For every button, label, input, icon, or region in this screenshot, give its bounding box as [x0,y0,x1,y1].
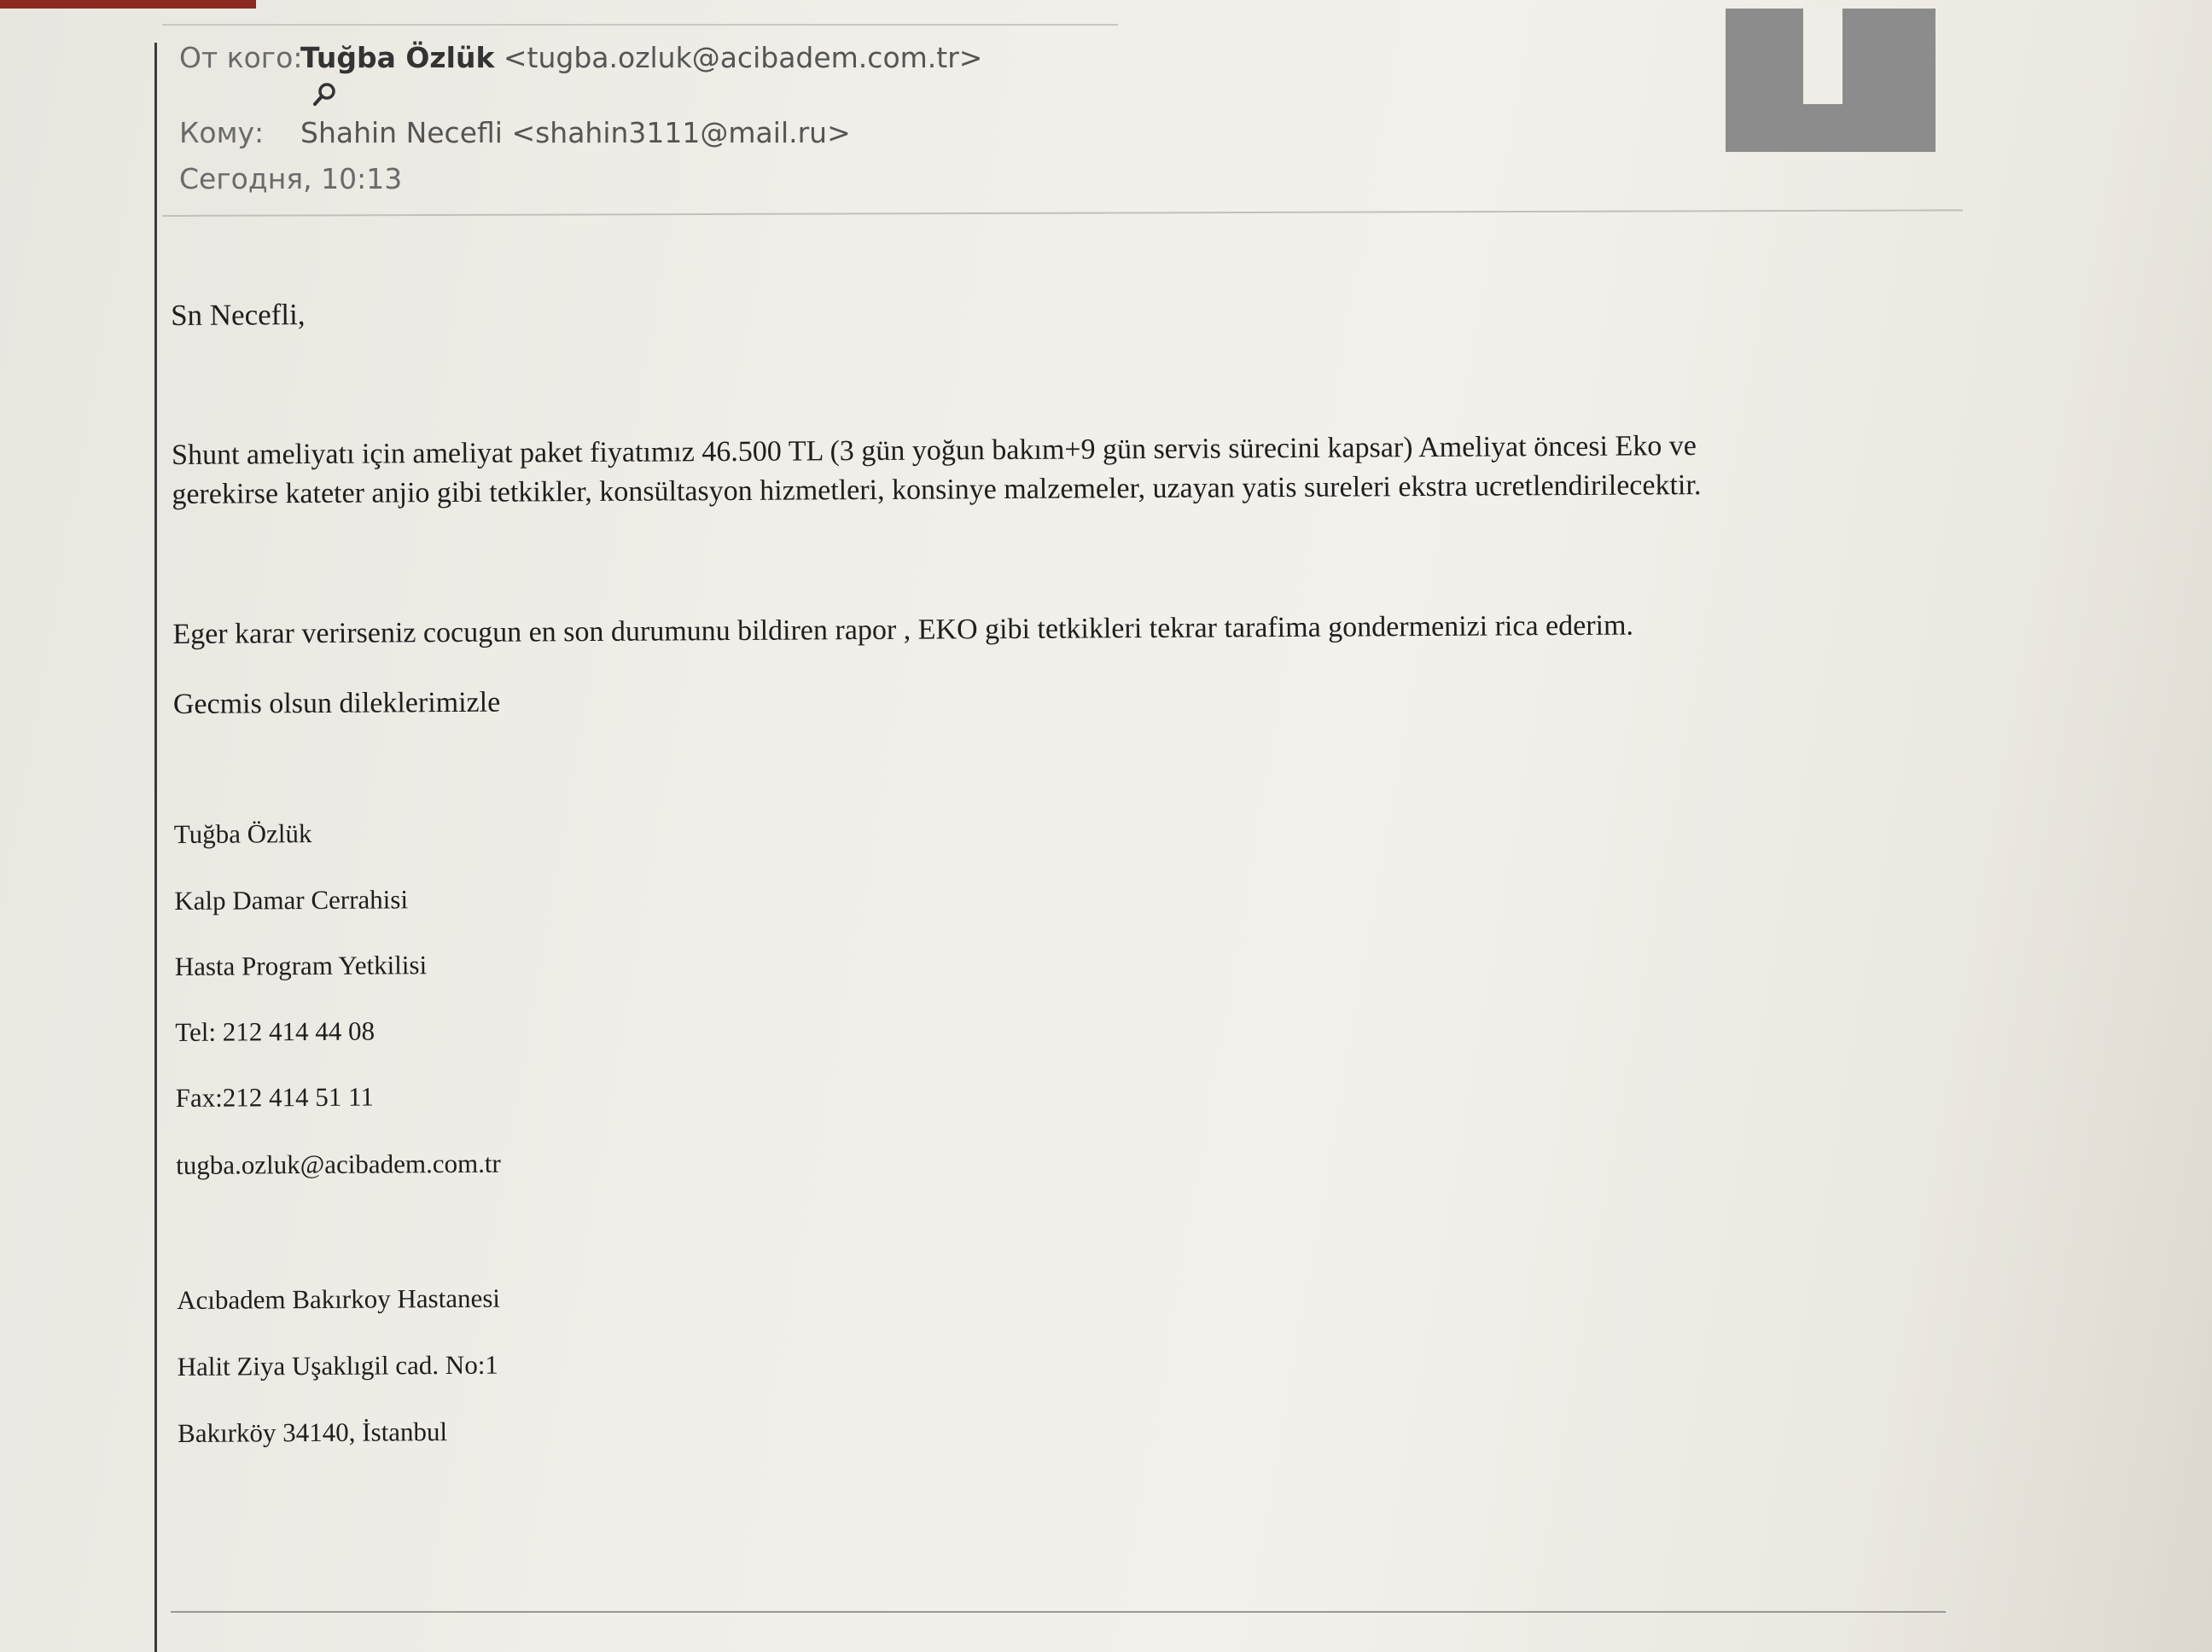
greeting: Sn Necefli, [171,298,306,332]
sender[interactable] [300,41,982,74]
signature-department: Kalp Damar Cerrahisi [174,884,409,916]
header-top-divider [162,24,1118,26]
hospital-city: Bakırköy 34140, İstanbul [178,1416,448,1448]
hospital-street: Halit Ziya Uşaklıgil cad. No:1 [177,1349,498,1382]
header-divider [162,209,1963,217]
search-icon[interactable] [311,82,337,108]
paragraph-line: gerekirse kateter anjio gibi tetkikler, konsültasyon hizmetleri, konsinye malzemeler, uzayan yatis sureleri ekstra ucretlendirilecektir. [172,469,1702,510]
signature-tel: Tel: 212 414 44 08 [175,1015,375,1047]
signature-fax: Fax:212 414 51 11 [175,1081,375,1113]
from-label: От кого: [179,41,303,74]
date-label: Сегодня, 10:13 [179,162,403,195]
signature-position: Hasta Program Yetkilisi [174,950,428,981]
sender-email[interactable]: <tugba.ozluk@acibadem.com.tr> [503,41,983,74]
sender-name[interactable]: Tuğba Özlük [300,41,495,74]
footer-divider [171,1611,1946,1613]
closing-line: Gecmis olsun dileklerimizle [172,686,501,720]
signature-name: Tuğba Özlük [173,818,312,849]
hospital-name: Acıbadem Bakırkoy Hastanesi [177,1283,501,1315]
avatar-notch [1803,9,1842,104]
signature-email[interactable]: tugba.ozluk@acibadem.com.tr [176,1148,501,1180]
avatar-placeholder [1726,9,1936,152]
request-paragraph: Eger karar verirseniz cocugun en son durumunu bildiren rapor , EKO gibi tetkikleri tekrar tarafima gondermenizi rica ederim. [172,609,1634,650]
paragraph-line: Shunt ameliyatı için ameliyat paket fiyatımız 46.500 TL (3 gün yoğun bakım+9 gün servis sürecini kapsar) Ameliyat öncesi Eko ve [172,430,1697,471]
to-label: Кому: [179,116,265,149]
email-body [171,288,1954,1448]
recipient[interactable]: Shahin Necefli <shahin3111@mail.ru> [300,116,851,149]
left-margin-line [154,43,157,1652]
desk-edge [0,0,256,9]
